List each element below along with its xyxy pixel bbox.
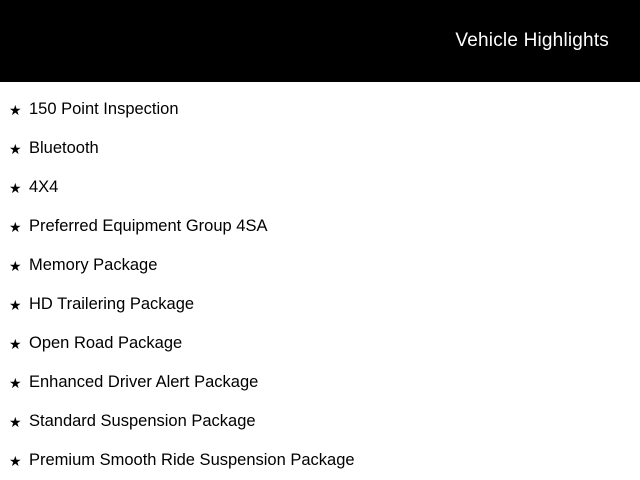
list-item [0, 168, 640, 207]
star-icon: ★ [9, 335, 22, 352]
list-item [0, 246, 640, 285]
list-item [0, 207, 640, 246]
list-item-label: Preferred Equipment Group 4SA [29, 217, 268, 236]
list-item [0, 324, 640, 363]
star-icon: ★ [9, 296, 22, 313]
star-icon: ★ [9, 413, 22, 430]
list-item-label: Open Road Package [29, 334, 183, 353]
list-item-label: Memory Package [29, 256, 158, 275]
star-icon: ★ [9, 452, 22, 469]
list-item [0, 129, 640, 168]
list-item-label: Enhanced Driver Alert Package [29, 373, 259, 392]
page-header [0, 0, 640, 82]
list-item [0, 402, 640, 441]
star-icon: ★ [9, 374, 22, 391]
vehicle-highlights-list [0, 82, 640, 480]
list-item [0, 441, 640, 480]
list-item-label: 4X4 [29, 178, 59, 197]
list-item-label: Standard Suspension Package [29, 412, 256, 431]
list-item-label: Premium Smooth Ride Suspension Package [29, 451, 355, 470]
list-item [0, 90, 640, 129]
star-icon: ★ [9, 257, 22, 274]
list-item-label: HD Trailering Package [29, 295, 195, 314]
list-item [0, 285, 640, 324]
star-icon: ★ [9, 179, 22, 196]
list-item-label: 150 Point Inspection [29, 100, 179, 119]
star-icon: ★ [9, 218, 22, 235]
list-item-label: Bluetooth [29, 139, 99, 158]
star-icon: ★ [9, 101, 22, 118]
list-item [0, 363, 640, 402]
page-title: Vehicle Highlights [455, 29, 609, 51]
star-icon: ★ [9, 140, 22, 157]
